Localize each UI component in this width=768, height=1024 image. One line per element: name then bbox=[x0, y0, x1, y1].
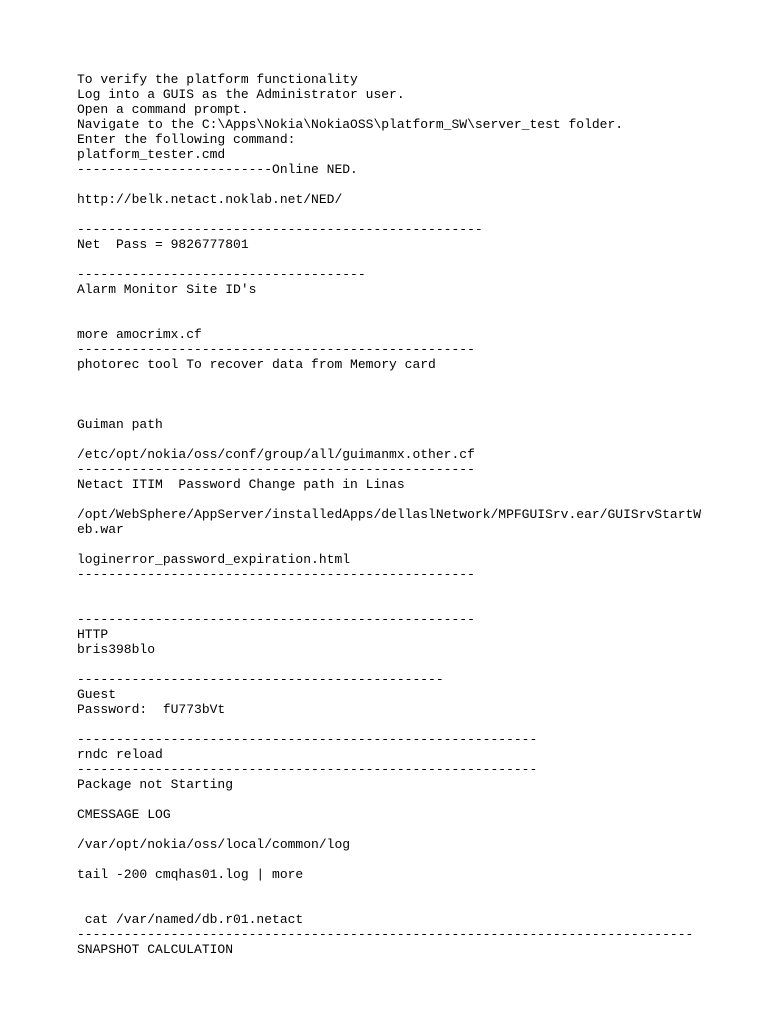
line-15: Alarm Monitor Site ID's bbox=[77, 282, 257, 297]
line-47: ----------------------------------------------------------- bbox=[77, 762, 538, 777]
line-09: http://belk.netact.noklab.net/NED/ bbox=[77, 192, 343, 207]
line-38: HTTP bbox=[77, 627, 109, 642]
line-14: ------------------------------------- bbox=[77, 267, 366, 282]
line-28: Netact ITIM Password Change path in Linas bbox=[77, 477, 405, 492]
line-03: Open a command prompt. bbox=[77, 102, 249, 117]
line-46: rndc reload bbox=[77, 747, 163, 762]
line-04: Navigate to the C:\Apps\Nokia\NokiaOSS\platform_SW\server_test folder. bbox=[77, 117, 624, 132]
line-20: photorec tool To recover data from Memory card bbox=[77, 357, 436, 372]
line-50: CMESSAGE LOG bbox=[77, 807, 171, 822]
line-42: Guest bbox=[77, 687, 117, 702]
line-52: /var/opt/nokia/oss/local/common/log bbox=[77, 837, 351, 852]
line-43: Password: fU773bVt bbox=[77, 702, 226, 717]
line-26: /etc/opt/nokia/oss/conf/group/all/guimanmx.other.cf bbox=[77, 447, 475, 462]
line-31: eb.war bbox=[77, 522, 124, 537]
line-54: tail -200 cmqhas01.log | more bbox=[77, 867, 304, 882]
line-27: --------------------------------------------------- bbox=[77, 462, 475, 477]
line-30: /opt/WebSphere/AppServer/installedApps/dellaslNetwork/MPFGUISrv.ear/GUISrvStartW bbox=[77, 507, 702, 522]
line-07: -------------------------Online NED. bbox=[77, 162, 358, 177]
line-34: --------------------------------------------------- bbox=[77, 567, 475, 582]
line-58: ------------------------------------------------------------------------------- bbox=[77, 927, 694, 942]
line-18: more amocrimx.cf bbox=[77, 327, 202, 342]
line-01: To verify the platform functionality bbox=[77, 72, 358, 87]
line-45: ----------------------------------------------------------- bbox=[77, 732, 538, 747]
line-24: Guiman path bbox=[77, 417, 163, 432]
line-57: cat /var/named/db.r01.netact bbox=[77, 912, 304, 927]
line-41: ----------------------------------------------- bbox=[77, 672, 444, 687]
line-02: Log into a GUIS as the Administrator user. bbox=[77, 87, 405, 102]
line-05: Enter the following command: bbox=[77, 132, 296, 147]
line-19: --------------------------------------------------- bbox=[77, 342, 475, 357]
line-12: Net Pass = 9826777801 bbox=[77, 237, 249, 252]
line-11: ---------------------------------------------------- bbox=[77, 222, 483, 237]
line-39: bris398blo bbox=[77, 642, 156, 657]
line-37: --------------------------------------------------- bbox=[77, 612, 475, 627]
line-33: loginerror_password_expiration.html bbox=[77, 552, 351, 567]
line-06: platform_tester.cmd bbox=[77, 147, 226, 162]
line-59: SNAPSHOT CALCULATION bbox=[77, 942, 234, 957]
line-48: Package not Starting bbox=[77, 777, 234, 792]
